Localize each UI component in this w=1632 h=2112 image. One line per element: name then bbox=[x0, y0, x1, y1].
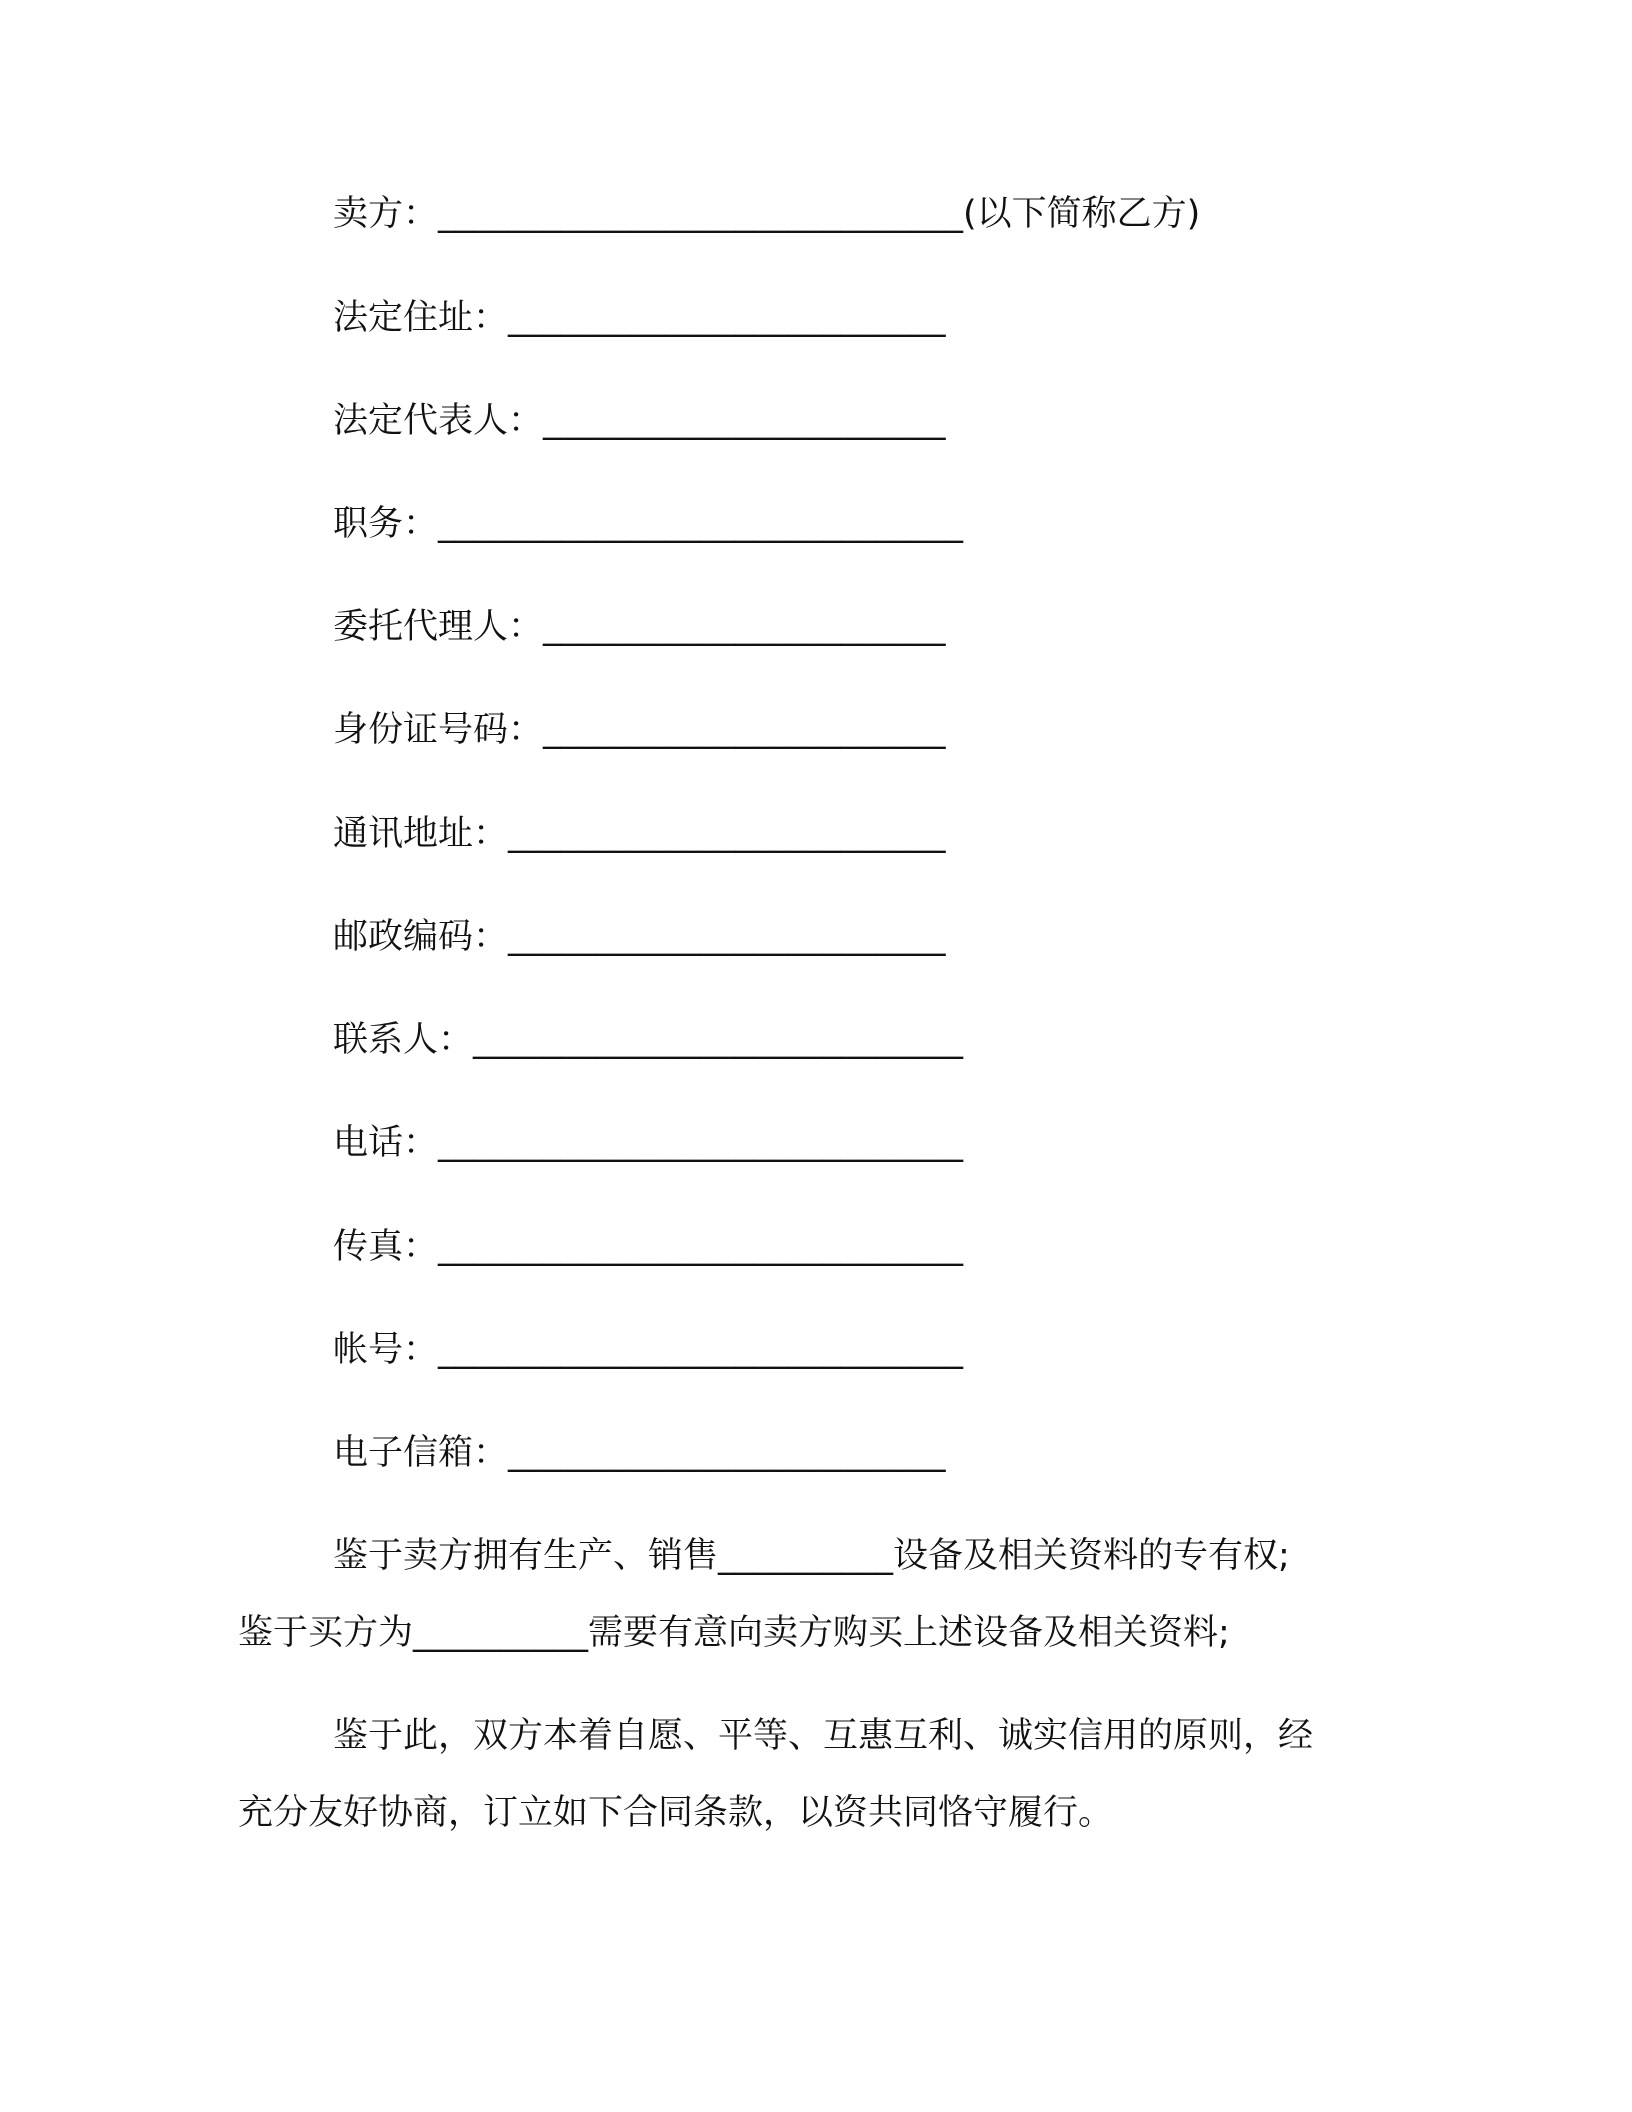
position-field: 职务：______________________________ bbox=[333, 504, 964, 544]
recital-line-1: 鉴于卖方拥有生产、销售__________设备及相关资料的专有权; bbox=[333, 1536, 1290, 1576]
authorized-agent-field: 委托代理人：_______________________ bbox=[333, 607, 946, 647]
id-number-field: 身份证号码：_______________________ bbox=[333, 710, 946, 750]
recital-line-4: 充分友好协商，订立如下合同条款，以资共同恪守履行。 bbox=[238, 1793, 1114, 1833]
phone-field: 电话：______________________________ bbox=[333, 1123, 964, 1163]
postal-code-field: 邮政编码：_________________________ bbox=[333, 917, 946, 957]
fax-field: 传真：______________________________ bbox=[333, 1227, 964, 1267]
seller-field: 卖方：______________________________(以下简称乙方) bbox=[333, 194, 1201, 234]
recital-line-3: 鉴于此，双方本着自愿、平等、互惠互利、诚实信用的原则，经 bbox=[333, 1716, 1314, 1756]
legal-address-field: 法定住址：_________________________ bbox=[333, 298, 946, 338]
email-field: 电子信箱：_________________________ bbox=[333, 1433, 946, 1473]
mailing-address-field: 通讯地址：_________________________ bbox=[333, 814, 946, 854]
recital-line-2: 鉴于买方为__________需要有意向卖方购买上述设备及相关资料; bbox=[238, 1613, 1230, 1653]
account-field: 帐号：______________________________ bbox=[333, 1330, 964, 1370]
contact-person-field: 联系人：____________________________ bbox=[333, 1020, 964, 1060]
legal-representative-field: 法定代表人：_______________________ bbox=[333, 401, 946, 441]
